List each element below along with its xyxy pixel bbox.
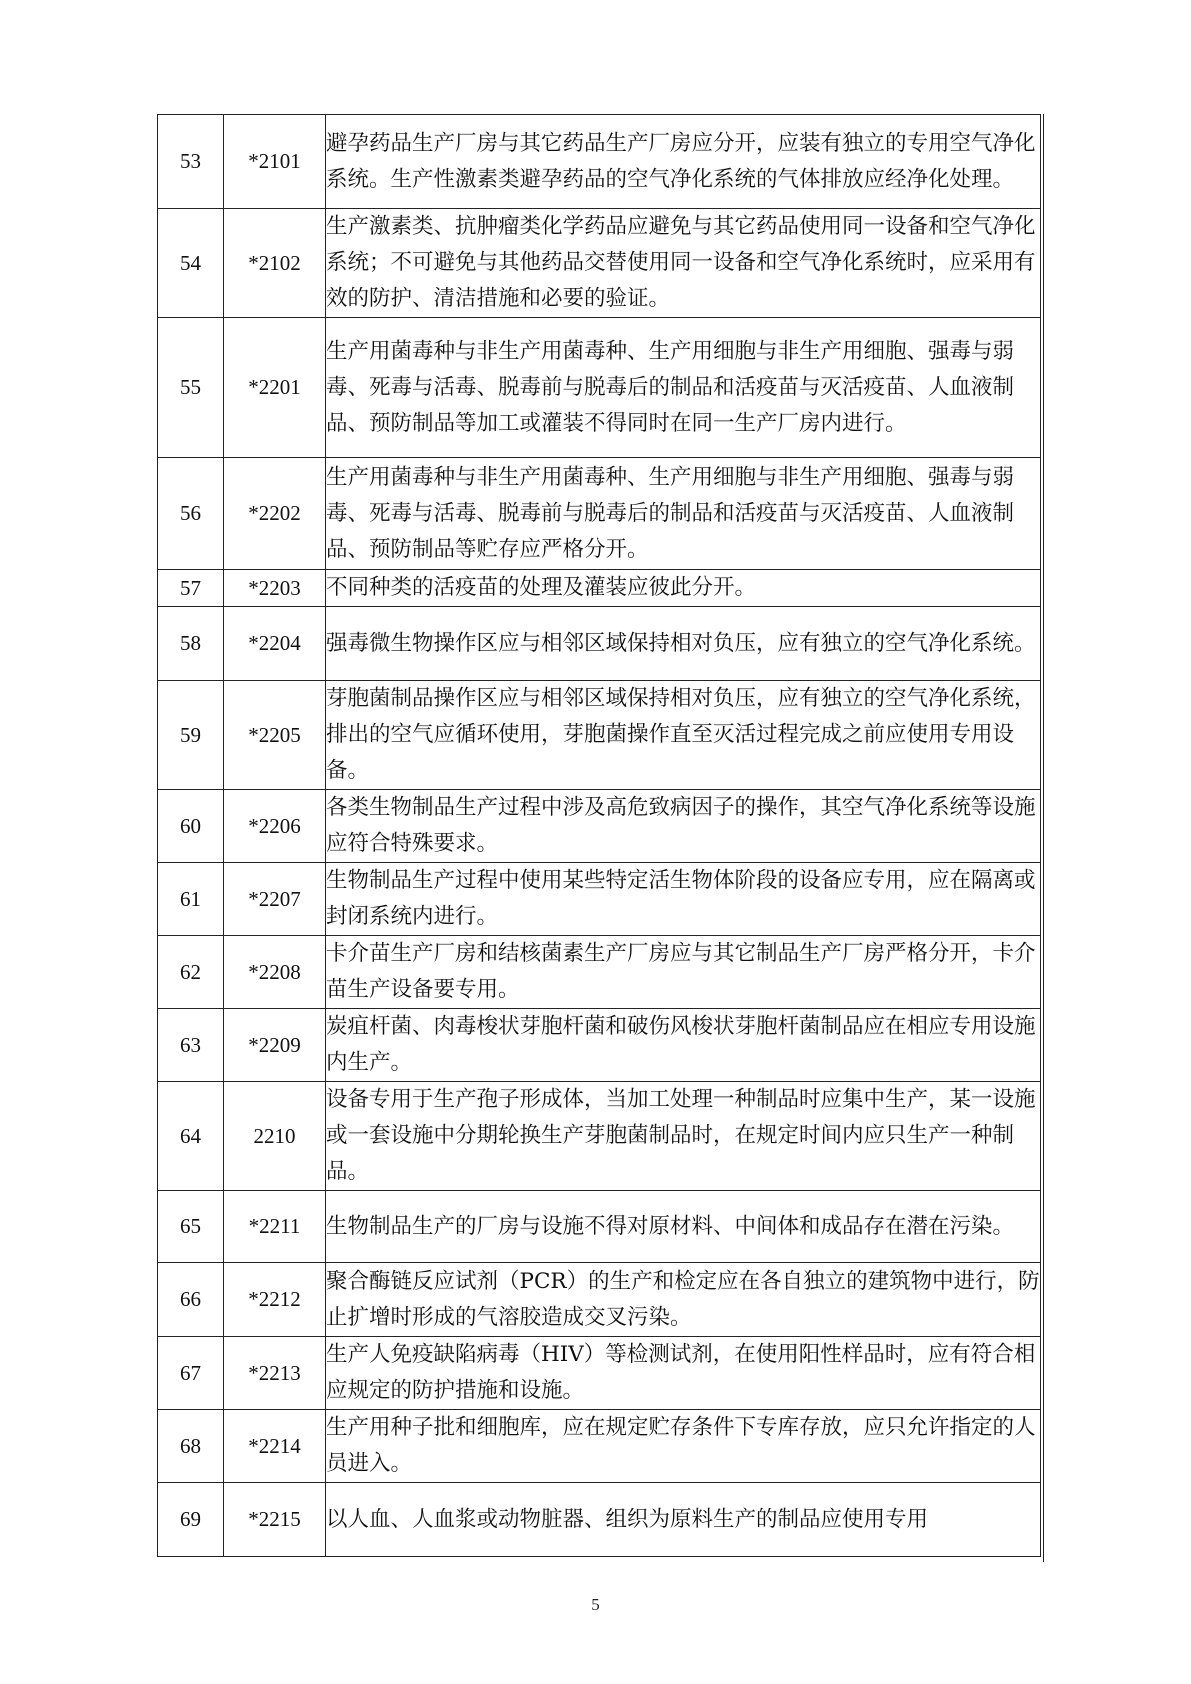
item-code: *2201 [224,318,326,458]
item-text: 生物制品生产的厂房与设施不得对原材料、中间体和成品存在潜在污染。 [326,1191,1041,1263]
table-row [158,1009,1041,1082]
table-row [158,1082,1041,1191]
row-number: 65 [158,1191,224,1263]
item-text: 生产人免疫缺陷病毒（HIV）等检测试剂，在使用阳性样品时，应有符合相应规定的防护措施和设施。 [326,1337,1041,1410]
row-number: 66 [158,1263,224,1337]
item-text: 各类生物制品生产过程中涉及高危致病因子的操作，其空气净化系统等设施应符合特殊要求。 [326,790,1041,863]
row-number: 64 [158,1082,224,1191]
item-text: 聚合酶链反应试剂（PCR）的生产和检定应在各自独立的建筑物中进行，防止扩增时形成的气溶胶造成交叉污染。 [326,1263,1041,1337]
item-code: *2214 [224,1410,326,1483]
item-code: *2206 [224,790,326,863]
item-text: 生产用菌毒种与非生产用菌毒种、生产用细胞与非生产用细胞、强毒与弱毒、死毒与活毒、脱毒前与脱毒后的制品和活疫苗与灭活疫苗、人血液制品、预防制品等贮存应严格分开。 [326,458,1041,570]
item-code: 2210 [224,1082,326,1191]
row-number: 60 [158,790,224,863]
item-text: 生产用菌毒种与非生产用菌毒种、生产用细胞与非生产用细胞、强毒与弱毒、死毒与活毒、脱毒前与脱毒后的制品和活疫苗与灭活疫苗、人血液制品、预防制品等加工或灌装不得同时在同一生产厂房内进行。 [326,318,1041,458]
item-text: 生产用种子批和细胞库，应在规定贮存条件下专库存放，应只允许指定的人员进入。 [326,1410,1041,1483]
table-row [158,936,1041,1009]
table-row [158,1410,1041,1483]
item-text: 卡介苗生产厂房和结核菌素生产厂房应与其它制品生产厂房严格分开，卡介苗生产设备要专用。 [326,936,1041,1009]
requirements-table [157,114,1041,1557]
table-row [158,209,1041,318]
table-row [158,458,1041,570]
table-row [158,607,1041,681]
item-code: *2215 [224,1483,326,1557]
item-text: 芽胞菌制品操作区应与相邻区域保持相对负压，应有独立的空气净化系统，排出的空气应循环使用，芽胞菌操作直至灭活过程完成之前应使用专用设备。 [326,681,1041,790]
row-number: 58 [158,607,224,681]
row-number: 61 [158,863,224,936]
item-code: *2102 [224,209,326,318]
item-text: 生产激素类、抗肿瘤类化学药品应避免与其它药品使用同一设备和空气净化系统；不可避免与其他药品交替使用同一设备和空气净化系统时，应采用有效的防护、清洁措施和必要的验证。 [326,209,1041,318]
item-code: *2204 [224,607,326,681]
table-row [158,790,1041,863]
row-number: 63 [158,1009,224,1082]
item-text: 炭疽杆菌、肉毒梭状芽胞杆菌和破伤风梭状芽胞杆菌制品应在相应专用设施内生产。 [326,1009,1041,1082]
row-number: 68 [158,1410,224,1483]
page-number: 5 [591,1595,600,1614]
item-text: 生物制品生产过程中使用某些特定活生物体阶段的设备应专用，应在隔离或封闭系统内进行。 [326,863,1041,936]
item-code: *2208 [224,936,326,1009]
table-row [158,570,1041,607]
table-row [158,1263,1041,1337]
item-code: *2101 [224,115,326,209]
item-code: *2209 [224,1009,326,1082]
row-number: 55 [158,318,224,458]
item-text: 强毒微生物操作区应与相邻区域保持相对负压，应有独立的空气净化系统。 [326,607,1041,681]
row-number: 57 [158,570,224,607]
table-row [158,1337,1041,1410]
row-number: 54 [158,209,224,318]
row-number: 67 [158,1337,224,1410]
item-code: *2203 [224,570,326,607]
row-number: 69 [158,1483,224,1557]
item-text: 避孕药品生产厂房与其它药品生产厂房应分开，应装有独立的专用空气净化系统。生产性激素类避孕药品的空气净化系统的气体排放应经净化处理。 [326,115,1041,209]
table-row [158,318,1041,458]
item-code: *2205 [224,681,326,790]
item-text: 设备专用于生产孢子形成体，当加工处理一种制品时应集中生产，某一设施或一套设施中分期轮换生产芽胞菌制品时，在规定时间内应只生产一种制品。 [326,1082,1041,1191]
table-row [158,1191,1041,1263]
row-number: 62 [158,936,224,1009]
row-number: 56 [158,458,224,570]
item-code: *2207 [224,863,326,936]
item-code: *2202 [224,458,326,570]
table-row [158,1483,1041,1557]
item-text: 以人血、人血浆或动物脏器、组织为原料生产的制品应使用专用 [326,1483,1041,1557]
table-row [158,863,1041,936]
item-code: *2212 [224,1263,326,1337]
table-right-border-line [1043,114,1044,1562]
table-row [158,681,1041,790]
item-code: *2213 [224,1337,326,1410]
row-number: 59 [158,681,224,790]
item-code: *2211 [224,1191,326,1263]
item-text: 不同种类的活疫苗的处理及灌装应彼此分开。 [326,570,1041,607]
row-number: 53 [158,115,224,209]
table-row [158,115,1041,209]
